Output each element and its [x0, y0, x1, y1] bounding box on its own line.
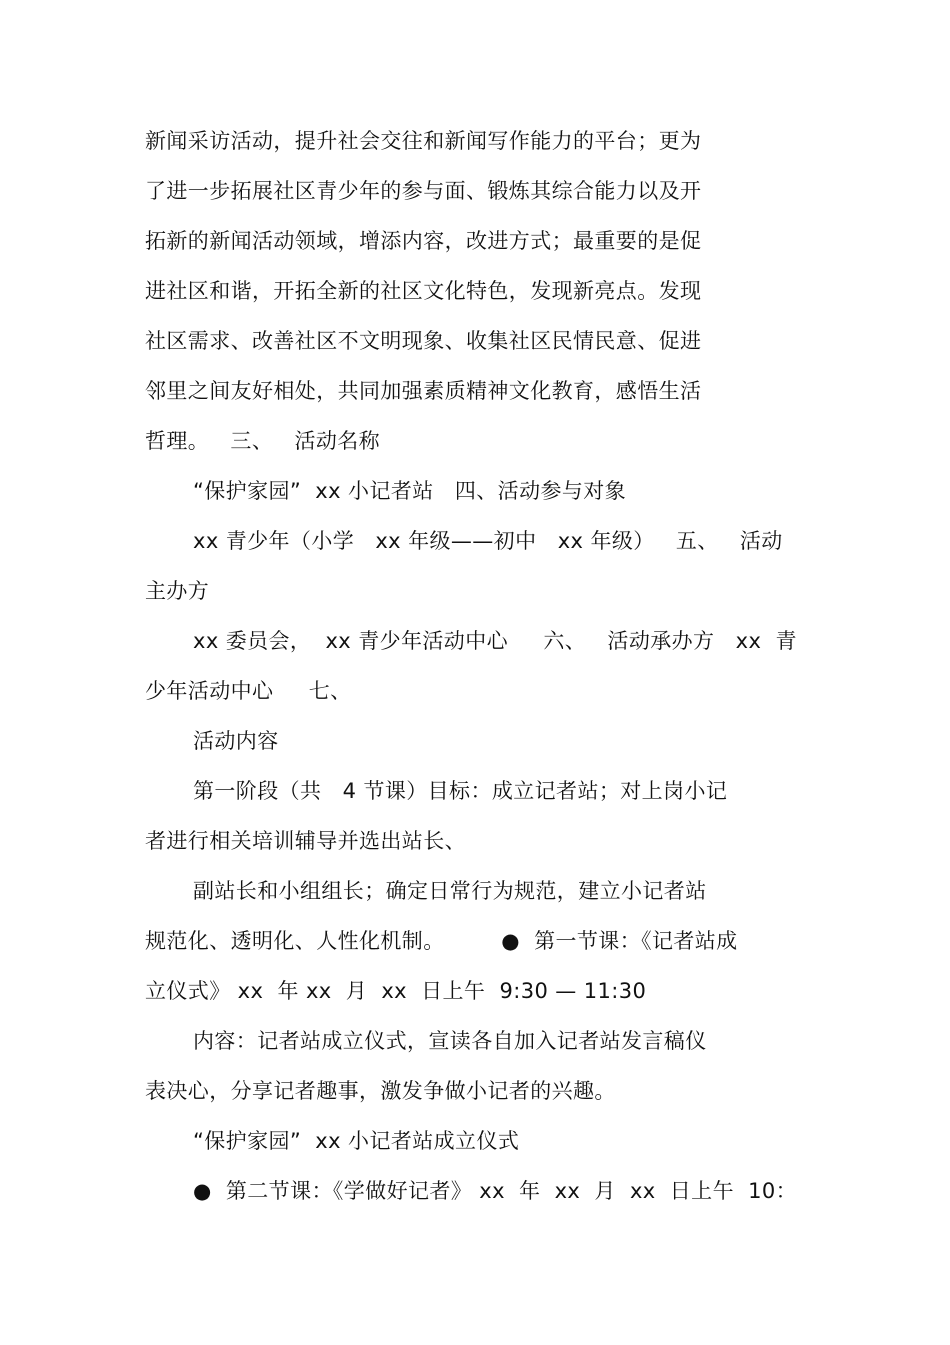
text-line: 新闻采访活动，提升社会交往和新闻写作能力的平台；更为: [145, 129, 702, 153]
text-line: 内容：记者站成立仪式，宣读各自加入记者站发言稿仪: [193, 1029, 707, 1053]
text-line: 社区需求、改善社区不文明现象、收集社区民情民意、促进: [145, 329, 702, 353]
section-heading-line: 哲理。 三、 活动名称: [145, 429, 381, 453]
text-line: 少年活动中心 七、: [145, 679, 352, 703]
text-line: 者进行相关培训辅导并选出站长、: [145, 829, 466, 853]
text-line: 立仪式》 xx 年 xx 月 xx 日上午 9:30 — 11:30: [145, 979, 647, 1003]
text-line: “保护家园” xx 小记者站成立仪式: [193, 1129, 520, 1153]
text-line: xx 青少年（小学 xx 年级——初中 xx 年级） 五、 活动: [193, 529, 783, 553]
text-line: 拓新的新闻活动领域，增添内容，改进方式；最重要的是促: [145, 229, 702, 253]
text-line: 进社区和谐，开拓全新的社区文化特色，发现新亮点。发现: [145, 279, 702, 303]
text-line: 副站长和小组组长；确定日常行为规范，建立小记者站: [193, 879, 707, 903]
text-line: xx 委员会， xx 青少年活动中心 六、 活动承办方 xx 青: [193, 629, 797, 653]
text-line: 活动内容: [193, 729, 279, 753]
text-line: 表决心，分享记者趣事，激发争做小记者的兴趣。: [145, 1079, 616, 1103]
text-line: ● 第二节课：《学做好记者》 xx 年 xx 月 xx 日上午 10：: [193, 1179, 798, 1203]
text-line: 规范化、透明化、人性化机制。 ● 第一节课：《记者站成: [145, 929, 738, 953]
text-line: “保护家园” xx 小记者站 四、活动参与对象: [193, 479, 627, 503]
text-line: 邻里之间友好相处，共同加强素质精神文化教育，感悟生活: [145, 379, 702, 403]
text-line: 了进一步拓展社区青少年的参与面、锻炼其综合能力以及开: [145, 179, 702, 203]
text-line: 主办方: [145, 579, 210, 603]
text-line: 第一阶段（共 4 节课）目标：成立记者站；对上岗小记: [193, 779, 728, 803]
